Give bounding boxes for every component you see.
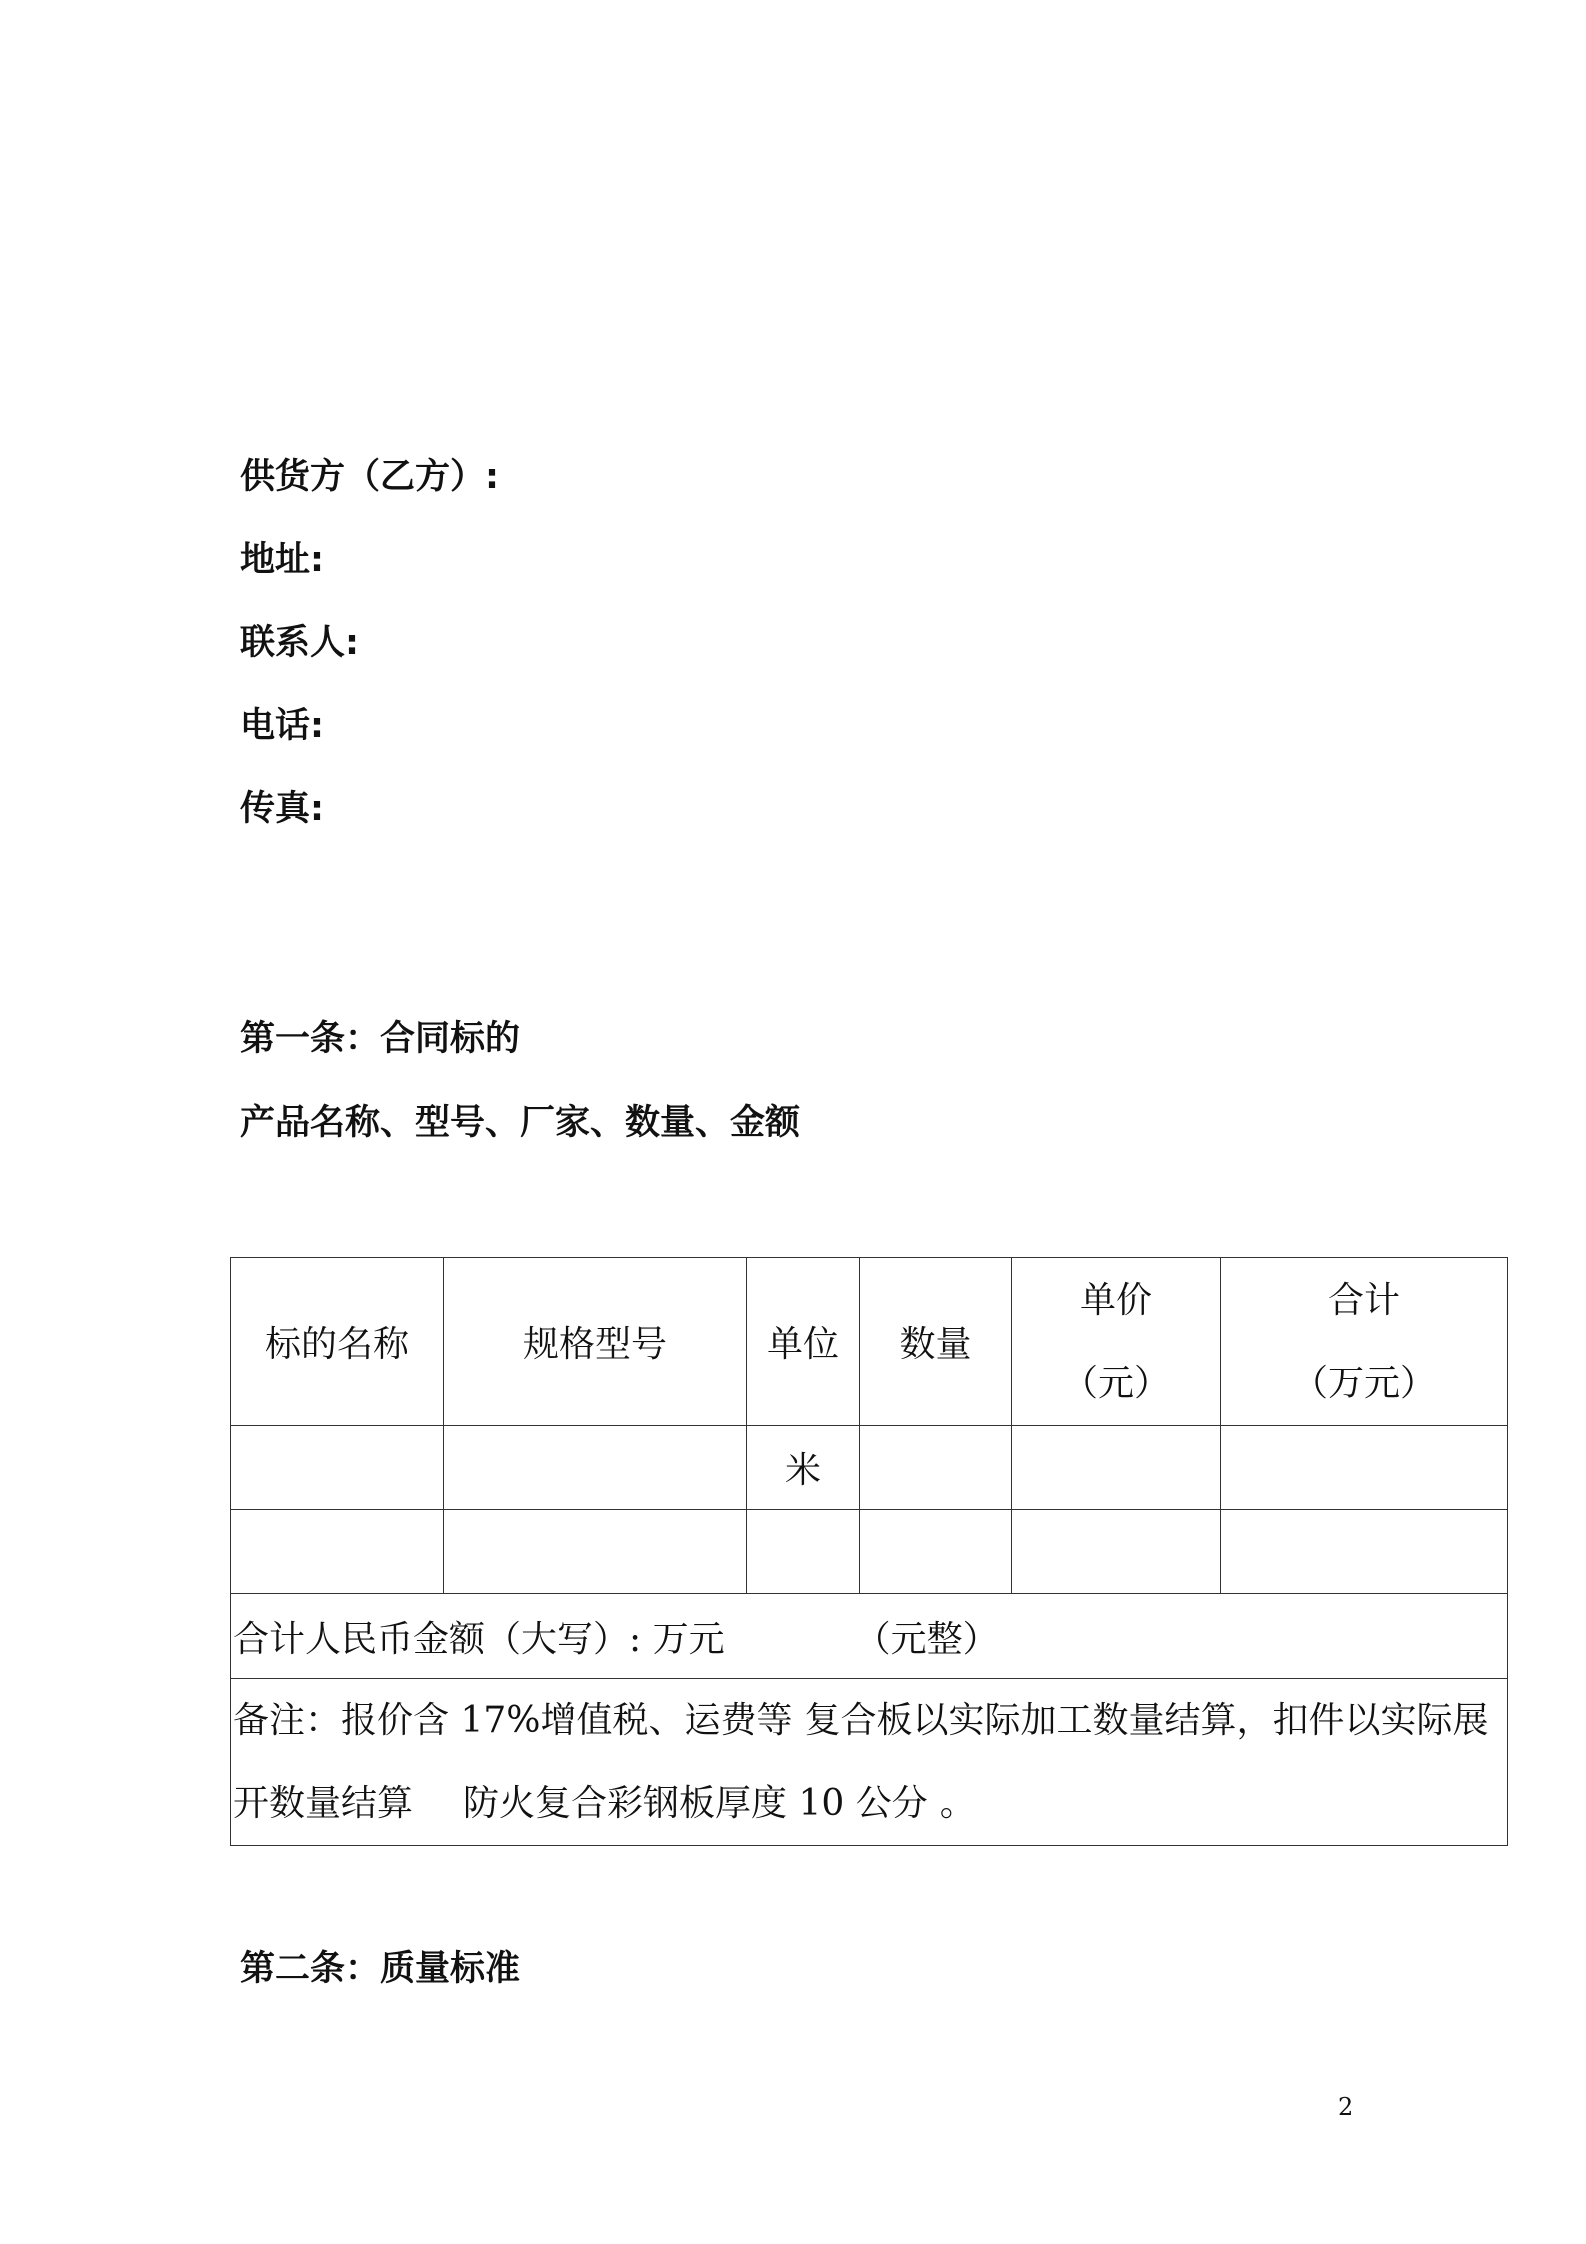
table-header-row [231,1258,1508,1426]
cell-item-name [231,1510,444,1594]
cell-quantity [860,1426,1012,1510]
remarks-line2-b: 防火复合彩钢板厚度 10 公分 [463,1783,928,1824]
page-number: 2 [1338,2093,1354,2121]
header-unit-price-label: 单价 [1079,1279,1152,1321]
cell-unit-price [1012,1426,1221,1510]
phone-label: 电话: [240,706,324,746]
article-1-title: 第一条：合同标的 [240,1019,521,1059]
total-amount-suffix: （元整） [854,1618,999,1660]
header-item-name: 标的名称 [231,1258,444,1426]
total-amount-unit: 万元 [652,1618,725,1660]
header-total [1221,1258,1508,1426]
header-quantity: 数量 [860,1258,1012,1426]
total-amount-label: 合计人民币金额（大写）: [233,1618,642,1660]
remarks-line1-b: 复合板以实际加工数量结算，扣件以实际展 [804,1700,1489,1741]
total-amount-row [231,1594,1508,1679]
address-label: 地址: [240,540,324,580]
remarks-row [231,1679,1508,1846]
cell-unit: 米 [747,1426,860,1510]
contract-items-table [230,1257,1508,1846]
remarks-line2-a: 开数量结算 [233,1783,414,1824]
contact-person-label: 联系人: [240,623,359,663]
table-row [231,1510,1508,1594]
fax-label: 传真: [240,789,324,829]
header-spec-model: 规格型号 [444,1258,747,1426]
table-row [231,1426,1508,1510]
header-total-label: 合计 [1327,1279,1400,1321]
total-amount-cell [231,1594,1508,1679]
cell-spec-model [444,1426,747,1510]
remarks-line1-a: 备注：报价含 17%增值税、运费等 [233,1700,793,1741]
cell-unit [747,1510,860,1594]
header-total-unit: （万元） [1291,1362,1436,1404]
header-unit-price [1012,1258,1221,1426]
cell-total [1221,1426,1508,1510]
cell-item-name [231,1426,444,1510]
remarks-line2-c: 。 [939,1783,976,1824]
cell-spec-model [444,1510,747,1594]
article-1-subtitle: 产品名称、型号、厂家、数量、金额 [240,1103,801,1143]
supplier-party-label: 供货方（乙方）: [240,457,499,497]
header-unit-price-unit: （元） [1061,1362,1170,1404]
cell-total [1221,1510,1508,1594]
article-2-title: 第二条：质量标准 [240,1949,521,1989]
cell-unit-price [1012,1510,1221,1594]
remarks-cell [231,1679,1508,1846]
header-unit: 单位 [747,1258,860,1426]
cell-quantity [860,1510,1012,1594]
